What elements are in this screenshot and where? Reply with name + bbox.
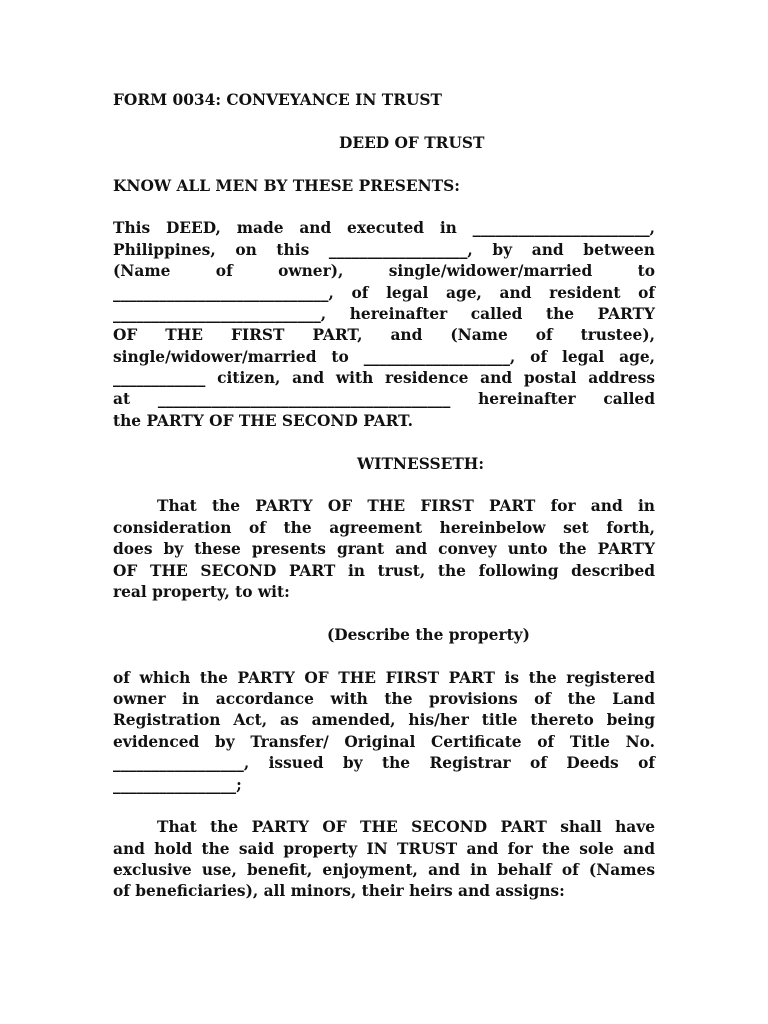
paragraph-line: the PARTY OF THE SECOND PART. xyxy=(113,411,413,430)
spacer xyxy=(113,475,655,496)
paragraph-line: This DEED, made and executed in _______________________, xyxy=(113,219,655,238)
spacer xyxy=(113,154,655,175)
paragraph-line: Registration Act, as amended, his/her title thereto being xyxy=(113,711,655,730)
paragraph-line: That the PARTY OF THE SECOND PART shall have xyxy=(157,818,655,837)
ownership-paragraph xyxy=(113,668,655,796)
paragraph-line: ________________; xyxy=(113,775,242,794)
paragraph-line: owner in accordance with the provisions of the Land xyxy=(113,689,655,708)
paragraph-line: consideration of the agreement hereinbelow set forth, xyxy=(113,518,655,537)
spacer xyxy=(113,603,655,624)
paragraph-line: single/widower/married to ___________________, of legal age, xyxy=(113,347,655,366)
paragraph-line: evidenced by Transfer/ Original Certificate of Title No. xyxy=(113,732,655,751)
paragraph-line: of which the PARTY OF THE FIRST PART is the registered xyxy=(113,668,655,687)
paragraph-line: ___________________________, hereinafter called the PARTY xyxy=(113,304,655,323)
deed-title: DEED OF TRUST xyxy=(339,133,485,152)
trust-paragraph xyxy=(113,817,655,903)
spacer xyxy=(113,646,655,667)
spacer xyxy=(113,111,655,132)
describe-property-note: (Describe the property) xyxy=(327,625,530,644)
paragraph-line: and hold the said property IN TRUST and for the sole and xyxy=(113,839,655,858)
paragraph-line: OF THE SECOND PART in trust, the following described xyxy=(113,561,655,580)
paragraph-line: Philippines, on this __________________, by and between xyxy=(113,240,655,259)
spacer xyxy=(113,197,655,218)
paragraph-line: does by these presents grant and convey unto the PARTY xyxy=(113,540,655,559)
grant-paragraph xyxy=(113,496,655,603)
paragraph-line: ____________ citizen, and with residence and postal address xyxy=(113,369,655,388)
know-all-men-heading: KNOW ALL MEN BY THESE PRESENTS: xyxy=(113,176,460,195)
witnesseth-heading: WITNESSETH: xyxy=(357,454,485,473)
paragraph-line: (Name of owner), single/widower/married to xyxy=(113,262,655,281)
paragraph-line: That the PARTY OF THE FIRST PART for and in xyxy=(157,497,655,516)
form-title: FORM 0034: CONVEYANCE IN TRUST xyxy=(113,91,442,109)
deed-document xyxy=(113,90,655,903)
paragraph-line: at ______________________________________ hereinafter called xyxy=(113,390,655,409)
paragraph-line: exclusive use, benefit, enjoyment, and in behalf of (Names xyxy=(113,861,655,880)
paragraph-line: _________________, issued by the Registrar of Deeds of xyxy=(113,754,655,773)
paragraph-line: ____________________________, of legal age, and resident of xyxy=(113,283,655,302)
paragraph-line: real property, to wit: xyxy=(113,582,290,601)
spacer xyxy=(113,796,655,817)
paragraph-line: of beneficiaries), all minors, their heirs and assigns: xyxy=(113,882,565,901)
intro-paragraph xyxy=(113,218,655,432)
spacer xyxy=(113,432,655,453)
paragraph-line: OF THE FIRST PART, and (Name of trustee), xyxy=(113,326,655,345)
